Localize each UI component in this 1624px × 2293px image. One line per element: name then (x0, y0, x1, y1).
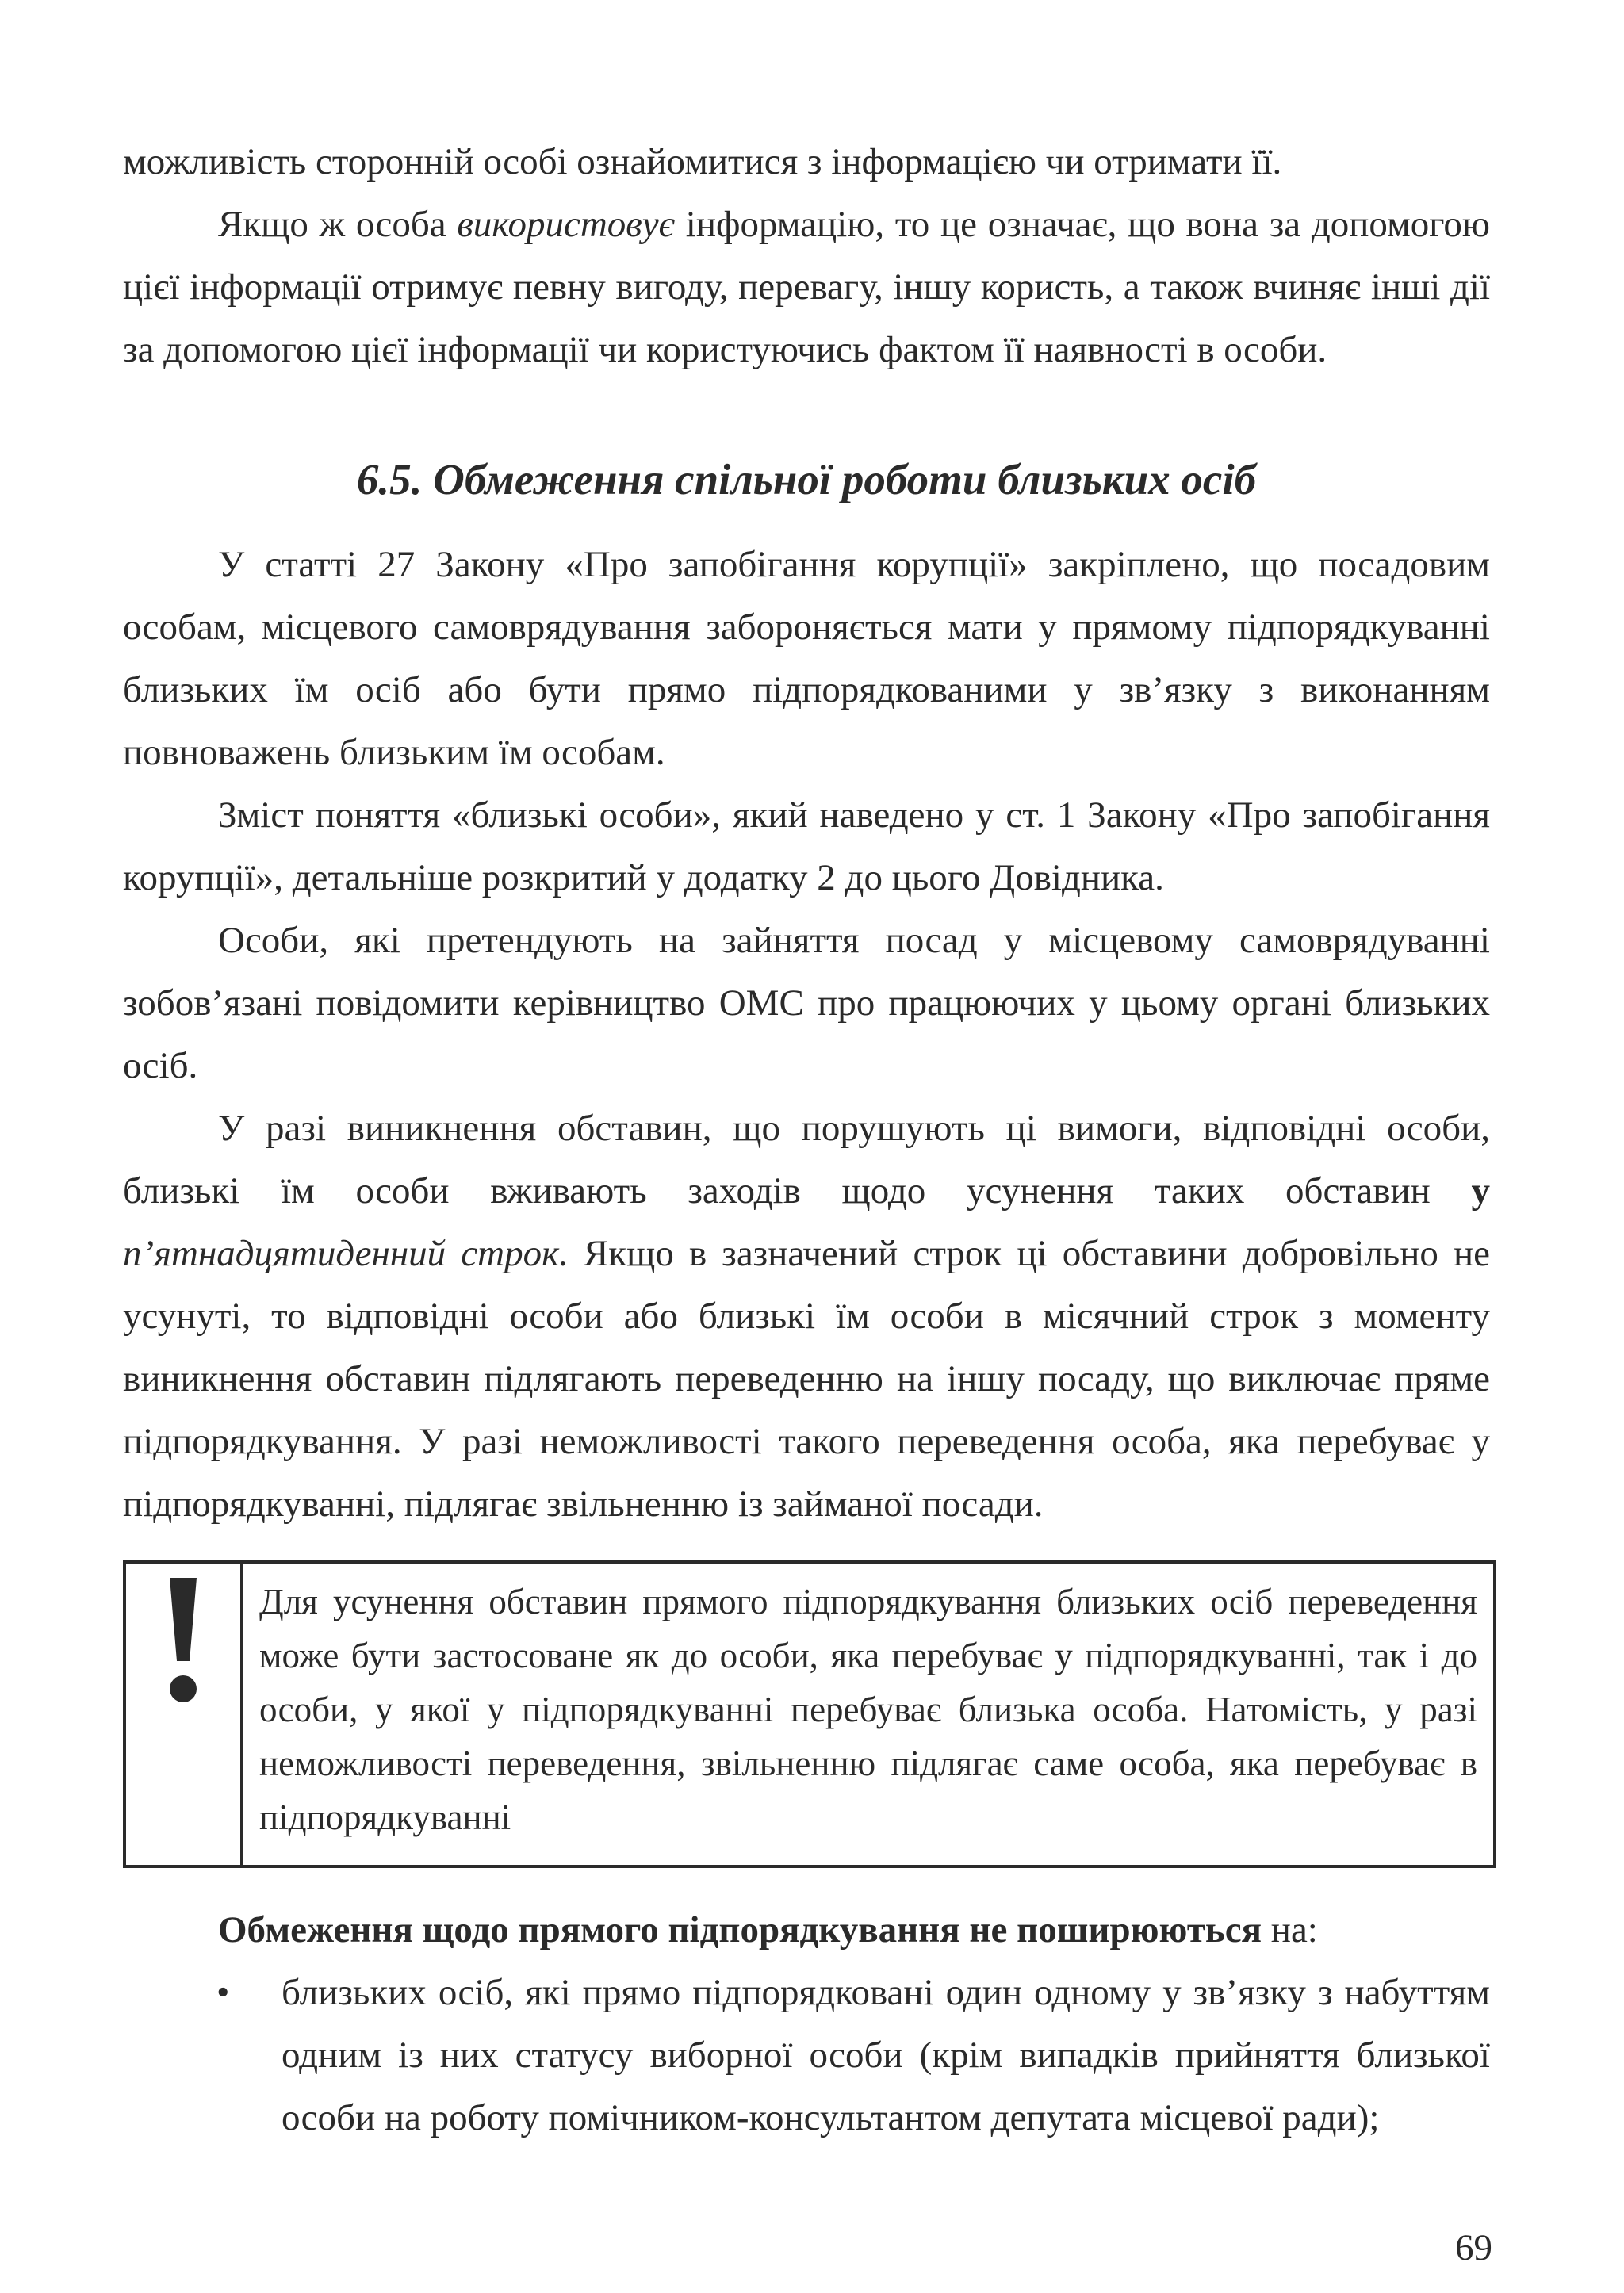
page-number: 69 (1455, 2227, 1492, 2268)
notice-box (123, 1560, 1496, 1868)
paragraph: можливість сторонній особі ознайомитися з інформацією чи отримати її. (123, 141, 1282, 182)
section-body (123, 534, 1490, 1536)
emphasis-text: п’ятнадцятиденний строк. (123, 1233, 569, 1274)
section-heading: 6.5. Обмеження спільної роботи близьких осіб (356, 455, 1257, 503)
exceptions (123, 1899, 1490, 2149)
bullet-icon: • (216, 1972, 230, 2013)
emphasis-text: використовує (457, 204, 676, 245)
paragraph: Якщо ж особа використовує інформацію, то це означає, що вона за допомогою цієї інформації отримує певну вигоду, перевагу, іншу користь, а також вчиняє інші дії за допомогою цієї інформації чи користуючись фактом її наявності в особи. (123, 204, 1490, 370)
exceptions-intro: Обмеження щодо прямого підпорядкування не поширюються на: (218, 1909, 1318, 1950)
paragraph: У статті 27 Закону «Про запобігання корупції» закріплено, що посадовим особам, місцевого самоврядування забороняється мати у прямому підпорядкуванні близьких їм осіб або бути прямо підпорядкованими у зв’язку з виконанням повноважень близьким їм особам. (123, 544, 1490, 773)
top-text (123, 131, 1490, 381)
paragraph: Особи, які претендують на зайняття посад у місцевому самоврядуванні зобов’язані повідомити керівництво ОМС про працюючих у цьому органі близьких осіб. (123, 920, 1490, 1086)
list-item: • близьких осіб, які прямо підпорядковані один одному у зв’язку з набуттям одним із них статусу виборної особи (крім випадків прийняття близької особи на роботу помічником-консультантом депутата місцевої ради); (123, 1962, 1490, 2149)
notice-text: Для усунення обставин прямого підпорядкування близьких осіб переведення може бути застосоване як до особи, яка перебуває у підпорядкуванні, так і до особи, у якої у підпорядкуванні перебуває близька особа. Натомість, у разі неможливості переведення, звільненню підлягає саме особа, яка перебуває в підпорядкуванні (259, 1582, 1477, 1837)
bold-text: у (1471, 1170, 1490, 1212)
exclamation-icon (126, 1564, 243, 1865)
paragraph: Зміст поняття «близькі особи», який наведено у ст. 1 Закону «Про запобігання корупції», детальніше розкритий у додатку 2 до цього Довідника. (123, 794, 1490, 898)
exclamation-mark-graphic (163, 1578, 203, 1705)
bold-text: Обмеження щодо прямого підпорядкування не поширюються (218, 1909, 1262, 1950)
paragraph: У разі виникнення обставин, що порушують ці вимоги, відповідні особи, близькі їм особи вживають заходів щодо усунення таких обставин у п’ятнадцятиденний строк. Якщо в зазначений строк ці обставини добровільно не усунуті, то відповідні особи або близькі їм особи в місячний строк з моменту виникнення обставин підлягають переведенню на іншу посаду, що виключає пряме підпорядкування. У разі неможливості такого переведення особа, яка перебуває у підпорядкуванні, підлягає звільненню із займаної посади. (123, 1108, 1490, 1525)
exceptions-list (123, 1962, 1490, 2149)
